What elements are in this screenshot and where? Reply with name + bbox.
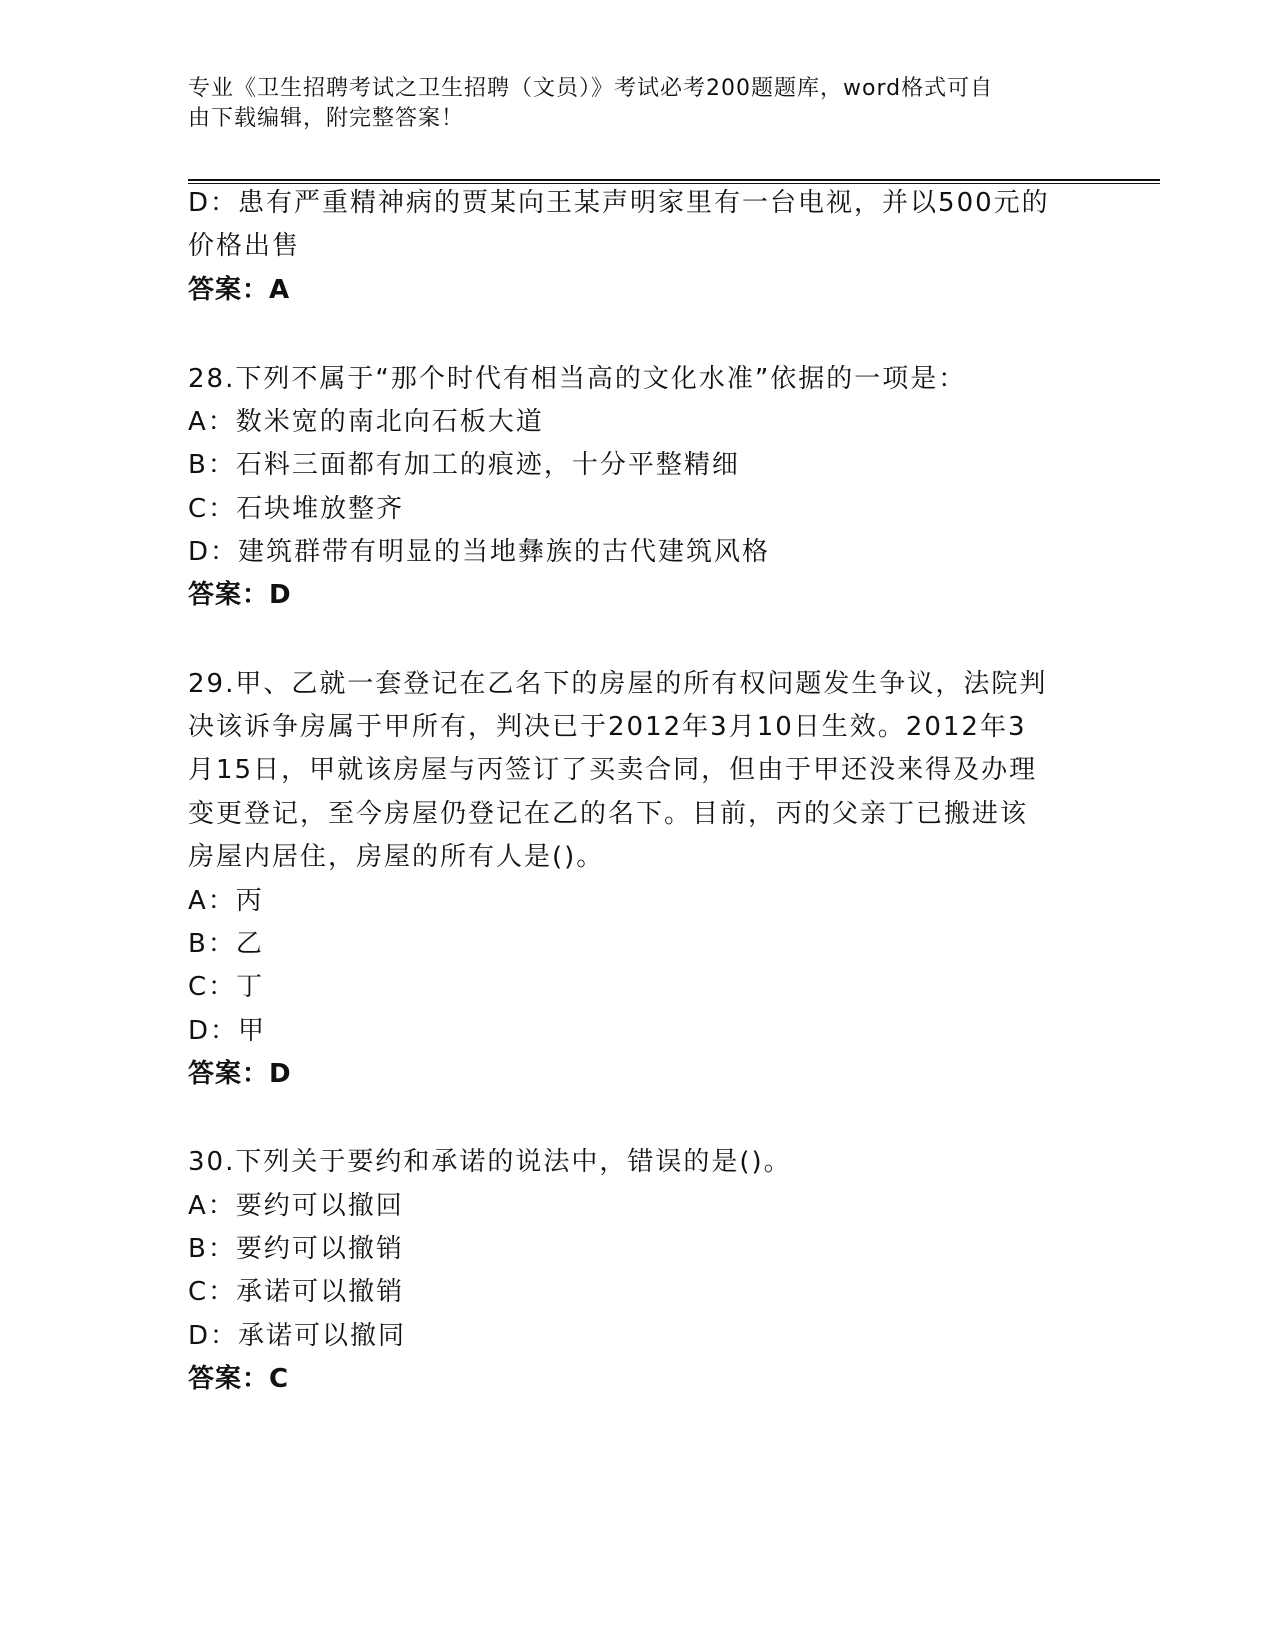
question-28-option-b: B：石料三面都有加工的痕迹，十分平整精细 [188,450,740,480]
question-30-option-c: C：承诺可以撤销 [188,1277,405,1307]
question-29-option-a: A：丙 [188,886,264,916]
question-29-option-d: D：甲 [188,1016,267,1046]
answer-line: 答案：A [188,275,291,305]
header-divider-thin [188,183,1160,184]
question-29-option-b: B：乙 [188,929,264,959]
question-29-stem-line-1: 29.甲、乙就一套登记在乙名下的房屋的所有权问题发生争议，法院判 [188,669,1048,699]
question-30-answer: 答案：C [188,1364,290,1394]
question-28-option-d: D：建筑群带有明显的当地彝族的古代建筑风格 [188,537,771,567]
question-28-stem: 28.下列不属于“那个时代有相当高的文化水准”依据的一项是： [188,364,967,394]
question-28-answer: 答案：D [188,580,292,610]
question-29-stem-line-3: 月15日，甲就该房屋与丙签订了买卖合同，但由于甲还没来得及办理 [188,755,1038,785]
question-29-option-c: C：丁 [188,972,265,1002]
question-30-option-d: D：承诺可以撤同 [188,1321,407,1351]
question-29-stem-line-2: 决该诉争房属于甲所有，判决已于2012年3月10日生效。2012年3 [188,712,1027,742]
document-header [188,74,1068,134]
question-30-option-a: A：要约可以撤回 [188,1191,404,1221]
question-29-stem-line-4: 变更登记，至今房屋仍登记在乙的名下。目前，丙的父亲丁已搬进该 [188,799,1029,829]
option-d: D：患有严重精神病的贾某向王某声明家里有一台电视，并以500元的 [188,188,1050,218]
question-30-stem: 30.下列关于要约和承诺的说法中，错误的是()。 [188,1147,792,1177]
option-d-continuation: 价格出售 [188,231,301,261]
question-28-option-a: A：数米宽的南北向石板大道 [188,407,544,437]
header-line-1: 专业《卫生招聘考试之卫生招聘（文员）》考试必考200题题库，word格式可自 [188,76,994,101]
question-28-option-c: C：石块堆放整齐 [188,494,405,524]
header-line-2: 由下载编辑，附完整答案！ [188,106,465,131]
question-29-answer: 答案：D [188,1059,292,1089]
question-29-stem-line-5: 房屋内居住，房屋的所有人是()。 [188,842,605,872]
question-30-option-b: B：要约可以撤销 [188,1234,404,1264]
header-divider-thick [188,179,1160,181]
